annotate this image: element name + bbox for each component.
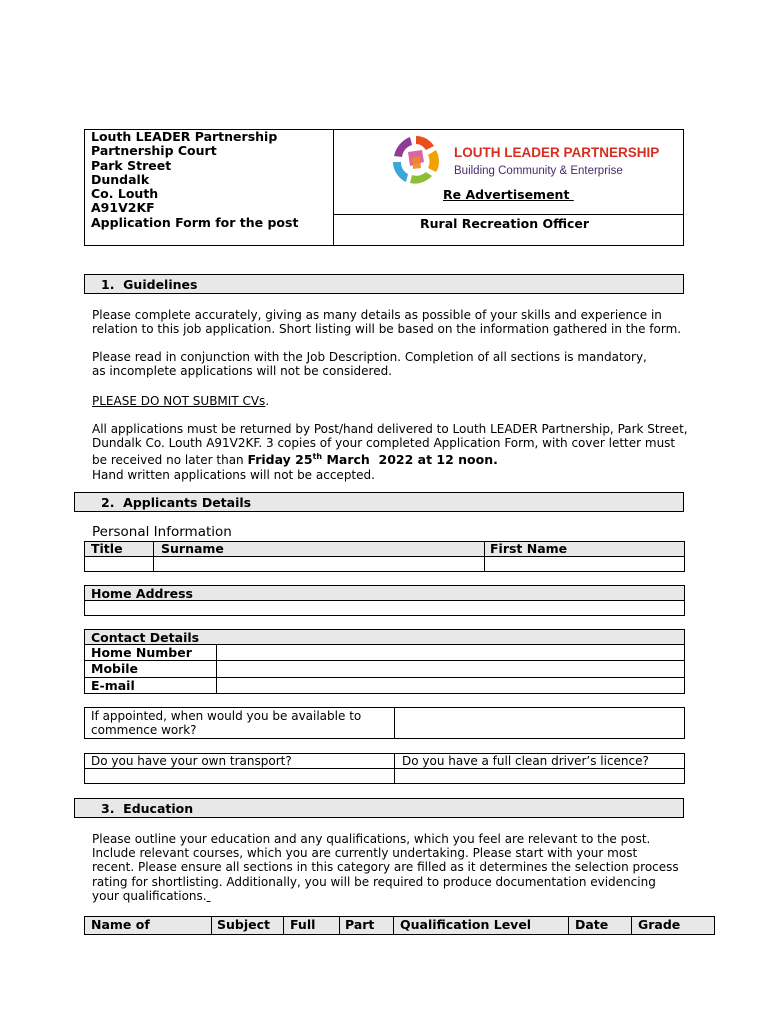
- column-header: Date: [575, 917, 609, 932]
- email-label: E-mail: [91, 678, 135, 693]
- guidelines-paragraph-3: [92, 422, 692, 482]
- home-address-label: Home Address: [91, 586, 193, 601]
- deadline-day: Friday 25: [247, 452, 313, 468]
- deadline-rest: March 2022 at 12 noon.: [322, 452, 498, 468]
- no-cv-text: PLEASE DO NOT SUBMIT CVs: [92, 394, 266, 408]
- column-header: Part: [345, 917, 375, 932]
- surname-field[interactable]: [154, 557, 484, 571]
- home-address-field[interactable]: [85, 601, 684, 615]
- logo-subtitle: Building Community & Enterprise: [454, 165, 623, 177]
- surname-label: Surname: [161, 541, 224, 556]
- column-header: Name of: [91, 917, 150, 932]
- no-cv-tail: .: [265, 394, 270, 408]
- handwritten-notice: Hand written applications will not be accepted.: [92, 467, 375, 482]
- submission-text: All applications must be returned by Post/hand delivered to Louth LEADER Partnership, Park Street, Dundalk Co. Louth A91V2KF. 3 copies of your completed Application Form, with cover letter must be received no later than: [92, 422, 688, 468]
- application-label: Application Form for the post: [91, 214, 299, 230]
- section-number: 2.: [101, 495, 115, 510]
- availability-field[interactable]: [395, 708, 684, 738]
- section-title: Guidelines: [123, 277, 198, 292]
- address-line: A91V2KF: [91, 200, 155, 216]
- licence-question: Do you have a full clean driver’s licence?: [402, 754, 649, 768]
- section-number: 1.: [101, 277, 115, 292]
- home-number-field[interactable]: [217, 645, 684, 660]
- first-name-label: First Name: [490, 541, 568, 556]
- section-number: 3.: [101, 801, 115, 816]
- transport-question: Do you have your own transport?: [91, 754, 292, 768]
- education-paragraph: [92, 832, 682, 903]
- address-line: Park Street: [91, 157, 172, 173]
- address-line: Dundalk: [91, 171, 150, 187]
- column-header: Qualification Level: [400, 917, 532, 932]
- home-number-label: Home Number: [91, 645, 192, 660]
- education-tail: [207, 889, 211, 903]
- title-field[interactable]: [85, 557, 153, 571]
- guidelines-paragraph-1: Please complete accurately, giving as many details as possible of your skills and experience in relation to this job application. Short listing will be based on the information gathered in the form.: [92, 308, 682, 337]
- education-text: Please outline your education and any qualifications, which you feel are relevant to the post. Include relevant courses, which you are currently undertaking. Please start with your most recent. Please ensure all sections in this category are filled as it determines the selection process rating for shortlisting. Additionally, you will be required to produce documentation evidencing your qualifications.: [92, 832, 679, 903]
- email-field[interactable]: [217, 678, 684, 693]
- availability-question: If appointed, when would you be available to commence work?: [91, 709, 362, 738]
- licence-field[interactable]: [395, 769, 684, 783]
- first-name-field[interactable]: [485, 557, 684, 571]
- logo-title: LOUTH LEADER PARTNERSHIP: [454, 145, 660, 160]
- hands-circle-icon: [388, 132, 444, 188]
- no-cv-notice: [92, 394, 269, 408]
- column-header: Subject: [217, 917, 270, 932]
- transport-field[interactable]: [85, 769, 394, 783]
- section-heading-applicants: [74, 492, 684, 512]
- address-line: Louth LEADER Partnership: [91, 129, 278, 144]
- personal-info-heading: Personal Information: [92, 524, 232, 540]
- title-label: Title: [91, 541, 123, 556]
- post-title: Rural Recreation Officer: [420, 216, 590, 231]
- address-line: Partnership Court: [91, 143, 217, 159]
- section-title: Education: [123, 801, 194, 816]
- mobile-label: Mobile: [91, 661, 139, 676]
- section-heading-guidelines: [84, 274, 684, 294]
- mobile-field[interactable]: [217, 661, 684, 677]
- column-header: Grade: [638, 917, 681, 932]
- organisation-address: [91, 130, 298, 230]
- deadline-sup: th: [312, 452, 323, 462]
- column-header: Full: [290, 917, 316, 932]
- organisation-logo: [388, 132, 660, 190]
- section-title: Applicants Details: [123, 495, 252, 510]
- address-line: Co. Louth: [91, 186, 159, 202]
- guidelines-paragraph-2: Please read in conjunction with the Job Description. Completion of all sections is mandatory, as incomplete applications will not be considered.: [92, 350, 647, 379]
- contact-details-label: Contact Details: [91, 630, 200, 645]
- re-advertisement: Re Advertisement: [443, 187, 574, 202]
- section-heading-education: [74, 798, 684, 818]
